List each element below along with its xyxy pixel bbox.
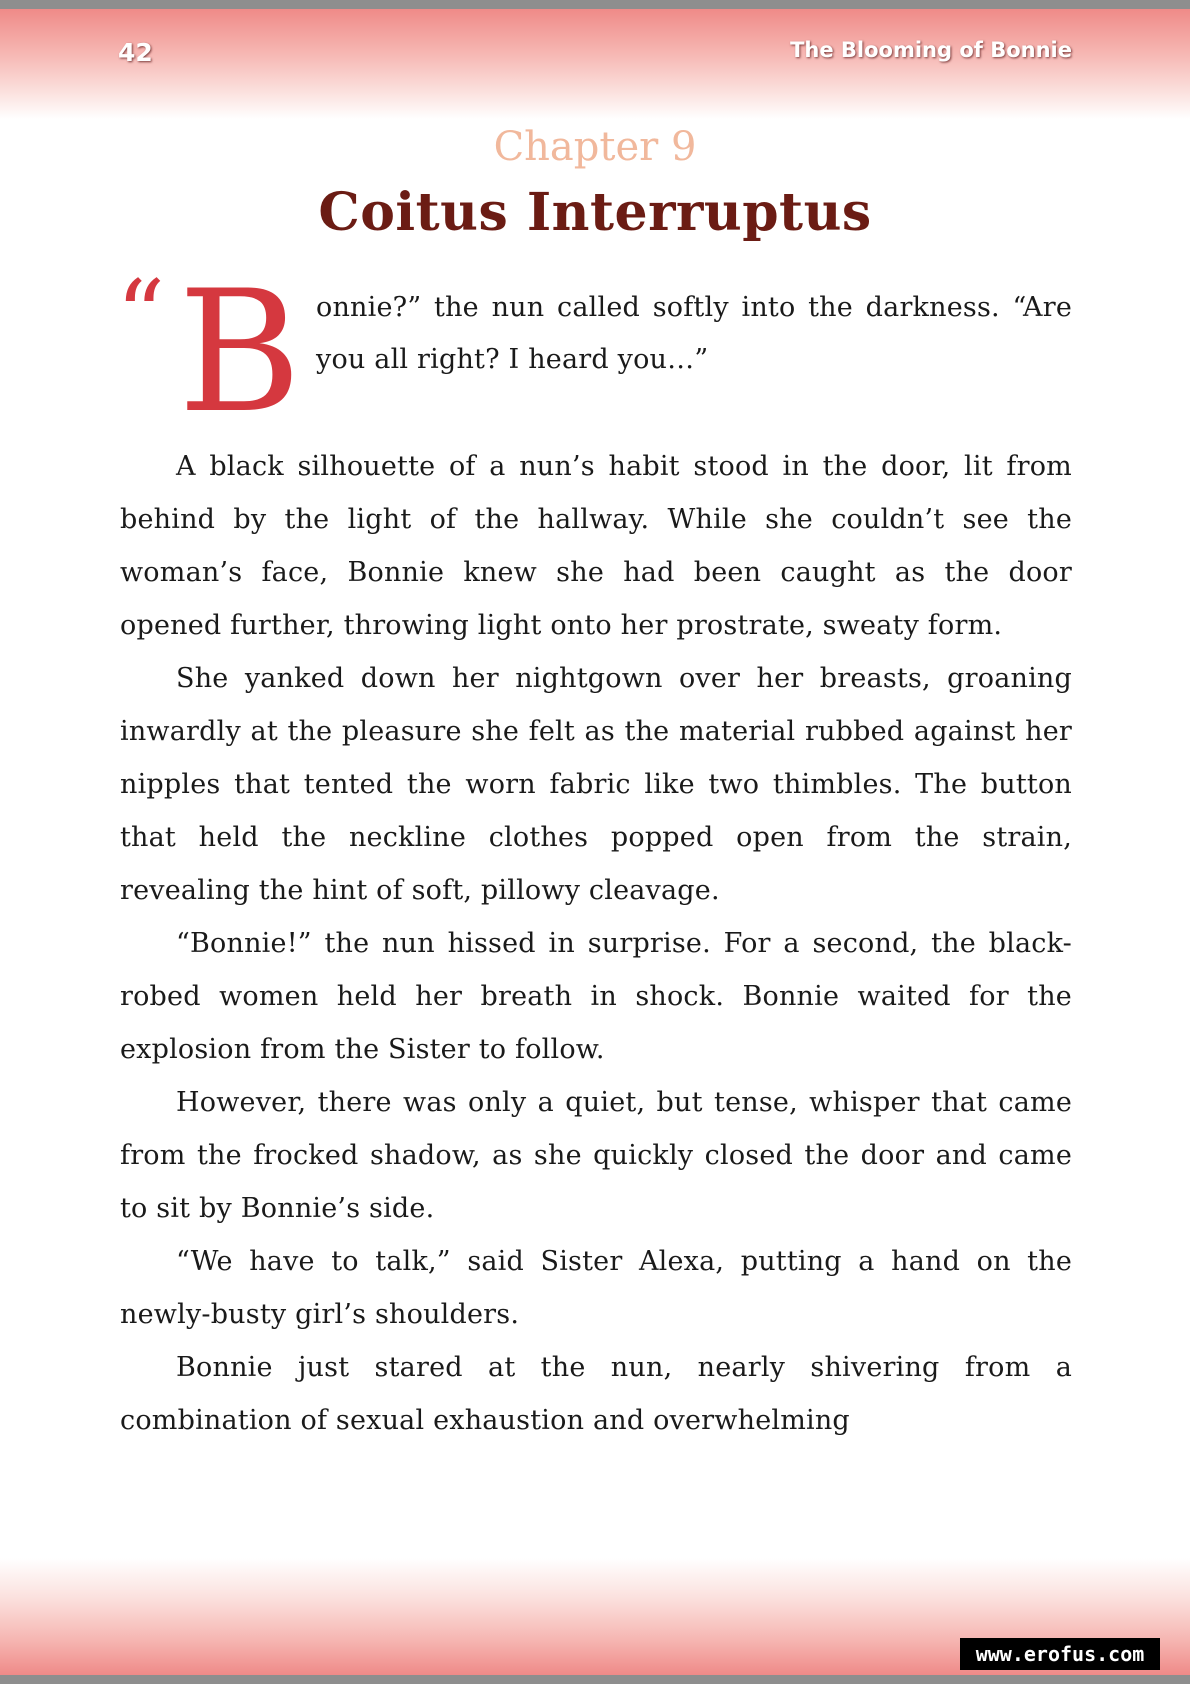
chapter-title: Coitus Interruptus xyxy=(318,182,872,243)
drop-cap-quote: “ xyxy=(116,260,166,372)
running-head: The Blooming of Bonnie xyxy=(790,38,1072,62)
paragraph: Bonnie just stared at the nun, nearly shivering from a combination of sexual exhaustion and overwhelming xyxy=(120,1352,1072,1436)
paragraph: However, there was only a quiet, but tense, whisper that came from the frocked shadow, as she quickly closed the door and came to sit by Bonnie’s side. xyxy=(120,1087,1072,1224)
drop-cap-letter: B xyxy=(178,254,302,450)
paragraph: “Bonnie!” the nun hissed in surprise. For a second, the black-robed women held her breath in shock. Bonnie waited for the explosion from the Sister to follow. xyxy=(120,928,1072,1065)
chapter-label: Chapter 9 xyxy=(493,124,697,170)
opening-text: onnie?” the nun called softly into the darkness. “Are you all right? I heard you…” xyxy=(316,292,1072,375)
paragraph: She yanked down her nightgown over her breasts, groaning inwardly at the pleasure she felt as the material rubbed against her nipples that tented the worn fabric like two thimbles. The button that held the neckline clothes popped open from the strain, revealing the hint of soft, pillowy cleavage. xyxy=(120,663,1072,906)
paragraph: “We have to talk,” said Sister Alexa, putting a hand on the newly-busty girl’s shoulders. xyxy=(120,1246,1072,1330)
bottom-rule xyxy=(0,1675,1190,1684)
paragraph: A black silhouette of a nun’s habit stood in the door, lit from behind by the light of the hallway. While she couldn’t see the woman’s face, Bonnie knew she had been caught as the door opened further, throwing light onto her prostrate, sweaty form. xyxy=(120,451,1072,641)
header-band xyxy=(0,9,1190,119)
watermark: www.erofus.com xyxy=(960,1638,1160,1670)
top-rule xyxy=(0,0,1190,9)
page-number: 42 xyxy=(118,38,153,67)
body-text xyxy=(120,440,1072,1447)
